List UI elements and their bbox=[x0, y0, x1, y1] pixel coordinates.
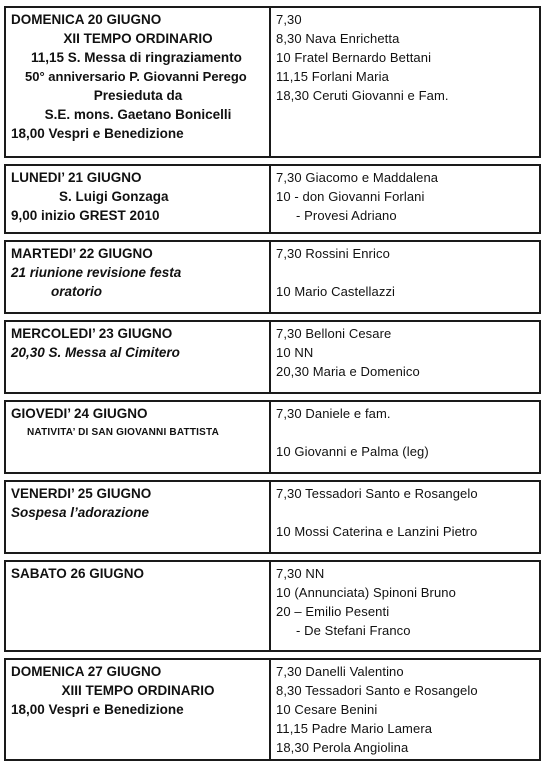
weekly-schedule bbox=[4, 6, 539, 761]
mass-intentions bbox=[270, 241, 540, 313]
mass-entry: 7,30 bbox=[276, 12, 302, 27]
mass-entry: 7,30 Giacomo e Maddalena bbox=[276, 170, 439, 185]
event-line: Presieduta da bbox=[93, 88, 183, 103]
day-info bbox=[5, 7, 270, 157]
mass-entry: 10 Mario Castellazzi bbox=[276, 284, 396, 299]
event-line: S.E. mons. Gaetano Bonicelli bbox=[44, 107, 232, 122]
mass-intentions bbox=[270, 481, 540, 553]
schedule-table bbox=[4, 6, 541, 761]
mass-intentions bbox=[270, 561, 540, 651]
day-row-lunedi-21 bbox=[5, 165, 540, 233]
day-title: MERCOLEDI’ 23 GIUGNO bbox=[11, 326, 173, 341]
mass-entry: 7,30 Daniele e fam. bbox=[276, 406, 391, 421]
mass-entry: 10 NN bbox=[276, 345, 314, 360]
mass-entry: 7,30 Danelli Valentino bbox=[276, 664, 404, 679]
day-title: SABATO 26 GIUGNO bbox=[11, 566, 145, 581]
mass-entry: 10 Fratel Bernardo Bettani bbox=[276, 50, 432, 65]
liturgical-time: XIII TEMPO ORDINARIO bbox=[61, 683, 215, 698]
day-title: LUNEDI’ 21 GIUGNO bbox=[11, 170, 142, 185]
mass-intentions bbox=[270, 165, 540, 233]
event-line: 18,00 Vespri e Benedizione bbox=[11, 702, 184, 717]
day-row-mercoledi-23 bbox=[5, 321, 540, 393]
mass-entry: 7,30 Tessadori Santo e Rosangelo bbox=[276, 486, 478, 501]
mass-entry: 7,30 Rossini Enrico bbox=[276, 246, 390, 261]
day-info bbox=[5, 561, 270, 651]
event-line: 21 riunione revisione festa bbox=[11, 265, 182, 280]
day-info bbox=[5, 659, 270, 760]
mass-entry: - De Stefani Franco bbox=[296, 623, 411, 638]
day-info bbox=[5, 165, 270, 233]
day-row-giovedi-24 bbox=[5, 401, 540, 473]
mass-entry: 20,30 Maria e Domenico bbox=[276, 364, 420, 379]
mass-entry: 18,30 Ceruti Giovanni e Fam. bbox=[276, 88, 449, 103]
mass-entry: 11,15 Padre Mario Lamera bbox=[276, 721, 433, 736]
day-info bbox=[5, 321, 270, 393]
mass-entry: 10 Cesare Benini bbox=[276, 702, 378, 717]
mass-intentions bbox=[270, 401, 540, 473]
mass-intentions bbox=[270, 7, 540, 157]
day-row-sabato-26 bbox=[5, 561, 540, 651]
event-line: 11,15 S. Messa di ringraziamento bbox=[31, 50, 242, 65]
day-title: MARTEDI’ 22 GIUGNO bbox=[11, 246, 153, 261]
mass-entry: 7,30 Belloni Cesare bbox=[276, 326, 392, 341]
mass-entry: 10 (Annunciata) Spinoni Bruno bbox=[276, 585, 456, 600]
day-row-martedi-22 bbox=[5, 241, 540, 313]
day-title: GIOVEDI’ 24 GIUGNO bbox=[11, 406, 148, 421]
day-title: DOMENICA 27 GIUGNO bbox=[11, 664, 162, 679]
mass-intentions bbox=[270, 659, 540, 760]
mass-entry: 10 Mossi Caterina e Lanzini Pietro bbox=[276, 524, 478, 539]
event-line: Sospesa l’adorazione bbox=[11, 505, 150, 520]
day-info bbox=[5, 481, 270, 553]
mass-entry: 10 - don Giovanni Forlani bbox=[276, 189, 425, 204]
liturgical-time: XII TEMPO ORDINARIO bbox=[63, 31, 213, 46]
mass-entry: - Provesi Adriano bbox=[296, 208, 397, 223]
saint-of-day: S. Luigi Gonzaga bbox=[59, 189, 169, 204]
event-line: 50° anniversario P. Giovanni Perego bbox=[25, 69, 247, 84]
event-line: 18,00 Vespri e Benedizione bbox=[11, 126, 184, 141]
day-title: DOMENICA 20 GIUGNO bbox=[11, 12, 162, 27]
day-title: VENERDI’ 25 GIUGNO bbox=[11, 486, 152, 501]
event-line: oratorio bbox=[51, 284, 103, 299]
mass-entry: 20 – Emilio Pesenti bbox=[276, 604, 390, 619]
day-row-domenica-20 bbox=[5, 7, 540, 157]
feast-name: NATIVITA’ DI SAN GIOVANNI BATTISTA bbox=[27, 427, 219, 438]
event-line: 9,00 inizio GREST 2010 bbox=[11, 208, 160, 223]
mass-entry: 7,30 NN bbox=[276, 566, 325, 581]
mass-entry: 18,30 Perola Angiolina bbox=[276, 740, 409, 755]
mass-entry: 11,15 Forlani Maria bbox=[276, 69, 389, 84]
day-info bbox=[5, 241, 270, 313]
mass-entry: 10 Giovanni e Palma (leg) bbox=[276, 444, 429, 459]
mass-intentions bbox=[270, 321, 540, 393]
mass-entry: 8,30 Tessadori Santo e Rosangelo bbox=[276, 683, 478, 698]
event-line: 20,30 S. Messa al Cimitero bbox=[11, 345, 180, 360]
mass-entry: 8,30 Nava Enrichetta bbox=[276, 31, 400, 46]
day-info bbox=[5, 401, 270, 473]
day-row-venerdi-25 bbox=[5, 481, 540, 553]
day-row-domenica-27 bbox=[5, 659, 540, 760]
